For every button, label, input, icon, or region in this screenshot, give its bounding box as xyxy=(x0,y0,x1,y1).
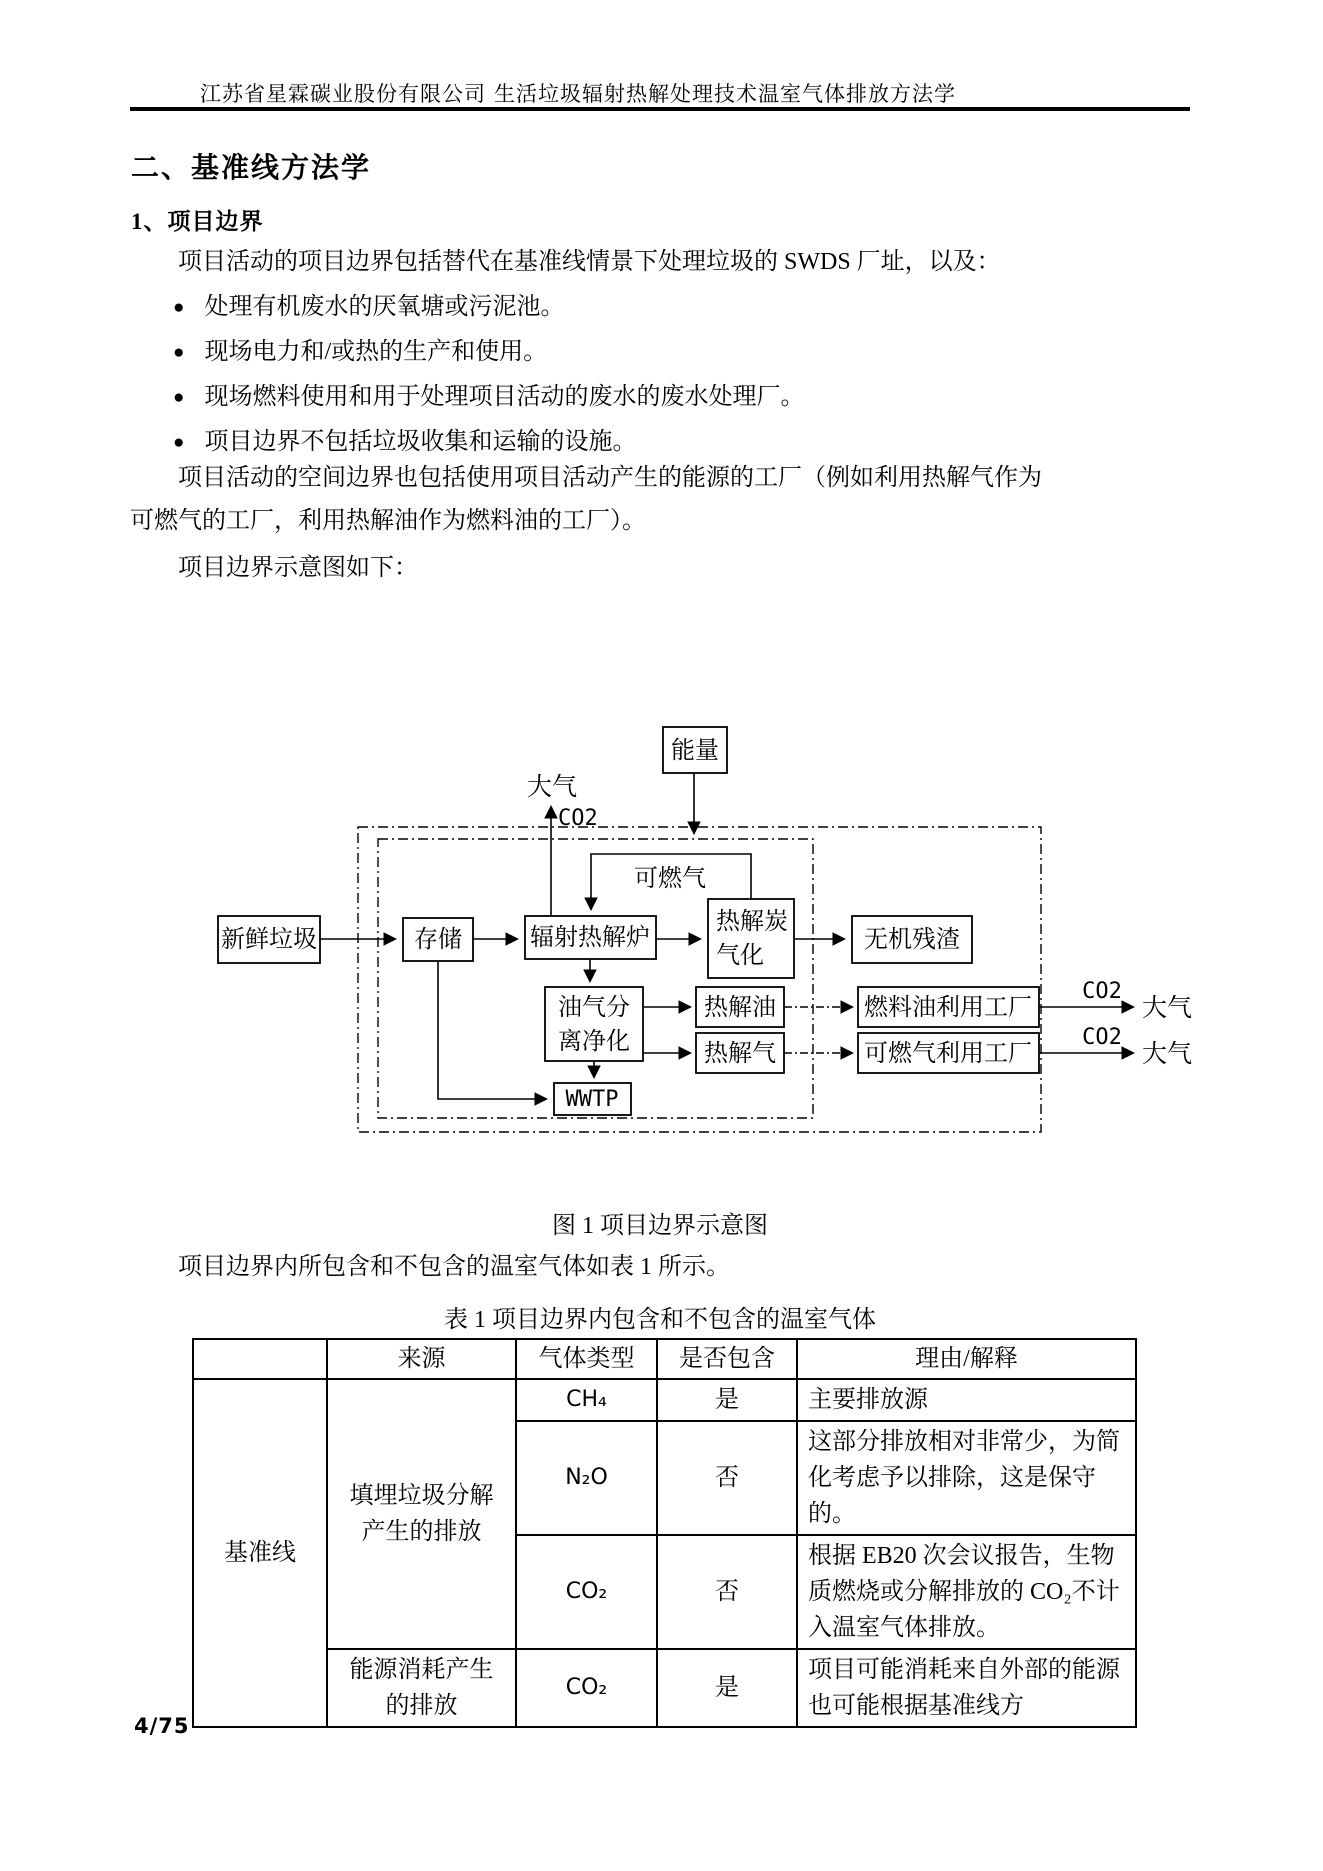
header-rule xyxy=(130,107,1190,111)
ghg-table xyxy=(192,1338,1137,1728)
figure-caption: 图 1 项目边界示意图 xyxy=(552,1213,768,1239)
gas-cell: CO₂ xyxy=(516,1535,657,1649)
bullet-text: 处理有机废水的厌氧塘或污泥池。 xyxy=(204,294,565,320)
paragraph-spatial-line1: 项目活动的空间边界也包括使用项目活动产生的能源的工厂（例如利用热解气作为 xyxy=(178,465,1042,491)
bullet-item xyxy=(173,291,564,324)
bullet-icon: ● xyxy=(173,387,185,408)
project-boundary-diagram xyxy=(180,715,1200,1175)
char-gasification-label-1: 热解炭 xyxy=(716,909,788,935)
atmosphere-top-label: 大气 xyxy=(526,774,578,801)
atmosphere-exit1-label: 大气 xyxy=(1142,995,1193,1022)
table-row xyxy=(193,1649,1136,1727)
bullet-text: 项目边界不包括垃圾收集和运输的设施。 xyxy=(204,429,637,455)
oil-gas-separation-label-2: 离净化 xyxy=(558,1029,630,1055)
wwtp-label: WWTP xyxy=(565,1087,619,1112)
reason-cell: 项目可能消耗来自外部的能源也可能根据基准线方 xyxy=(797,1649,1136,1727)
bullet-item xyxy=(173,336,547,369)
fuel-oil-plant-label: 燃料油利用工厂 xyxy=(864,995,1032,1021)
energy-label: 能量 xyxy=(671,738,719,764)
col-header-source: 来源 xyxy=(327,1339,516,1379)
included-cell: 是 xyxy=(657,1649,797,1727)
gas-cell: CO₂ xyxy=(516,1649,657,1727)
gas-cell: N₂O xyxy=(516,1421,657,1535)
col-header-gas-type: 气体类型 xyxy=(516,1339,657,1379)
furnace-label: 辐射热解炉 xyxy=(530,925,650,951)
category-cell: 基准线 xyxy=(193,1379,327,1727)
paragraph-spatial-line2: 可燃气的工厂，利用热解油作为燃料油的工厂）。 xyxy=(130,508,646,534)
arrow-storage-wwtp xyxy=(438,961,546,1099)
combustible-gas-label: 可燃气 xyxy=(634,866,706,892)
page-number: 4/75 xyxy=(134,1714,190,1738)
paragraph-intro: 项目活动的项目边界包括替代在基准线情景下处理垃圾的 SWDS 厂址，以及： xyxy=(178,249,1001,275)
bullet-text: 现场燃料使用和用于处理项目活动的废水的废水处理厂。 xyxy=(204,384,805,410)
source-group-cell: 能源消耗产生的排放 xyxy=(327,1649,516,1727)
reason-cell: 根据 EB20 次会议报告，生物质燃烧或分解排放的 CO₂不计入温室气体排放。 xyxy=(797,1535,1136,1649)
table-row xyxy=(193,1379,1136,1421)
paragraph-table-intro: 项目边界内所包含和不包含的温室气体如表 1 所示。 xyxy=(178,1254,730,1280)
section-heading: 二、基准线方法学 xyxy=(131,153,372,184)
pyrolysis-gas-label: 热解气 xyxy=(704,1041,776,1067)
header-doc-title: 生活垃圾辐射热解处理技术温室气体排放方法学 xyxy=(494,82,956,106)
table-header-row xyxy=(193,1339,1136,1379)
char-gasification-label-2: 气化 xyxy=(716,943,764,969)
bullet-icon: ● xyxy=(173,297,185,318)
oil-gas-separation-label-1: 油气分 xyxy=(558,995,630,1021)
included-cell: 是 xyxy=(657,1379,797,1421)
residue-label: 无机残渣 xyxy=(864,927,960,953)
col-header-reason: 理由/解释 xyxy=(797,1339,1136,1379)
table-caption: 表 1 项目边界内包含和不包含的温室气体 xyxy=(444,1307,876,1333)
bullet-text: 现场电力和/或热的生产和使用。 xyxy=(204,339,548,365)
bullet-item xyxy=(173,426,636,459)
co2-exit1-label: CO2 xyxy=(1082,979,1122,1004)
bullet-icon: ● xyxy=(173,342,185,363)
source-group-cell: 填埋垃圾分解产生的排放 xyxy=(327,1379,516,1649)
header-company: 江苏省星霖碳业股份有限公司 xyxy=(200,82,486,106)
col-header-included: 是否包含 xyxy=(657,1339,797,1379)
fresh-waste-label: 新鲜垃圾 xyxy=(221,927,317,953)
bullet-item xyxy=(173,381,804,414)
pyrolysis-oil-label: 热解油 xyxy=(704,995,776,1021)
included-cell: 否 xyxy=(657,1421,797,1535)
paragraph-diagram-intro: 项目边界示意图如下： xyxy=(178,555,418,581)
gas-cell: CH₄ xyxy=(516,1379,657,1421)
bullet-icon: ● xyxy=(173,432,185,453)
included-cell: 否 xyxy=(657,1535,797,1649)
gas-plant-label: 可燃气利用工厂 xyxy=(864,1041,1032,1067)
reason-cell: 主要排放源 xyxy=(797,1379,1136,1421)
table-corner-cell xyxy=(193,1339,327,1379)
subsection-heading: 1、项目边界 xyxy=(131,209,264,234)
co2-top-label: CO2 xyxy=(558,806,598,831)
co2-exit2-label: CO2 xyxy=(1082,1025,1122,1050)
storage-label: 存储 xyxy=(414,927,462,953)
reason-cell: 这部分排放相对非常少，为简化考虑予以排除，这是保守的。 xyxy=(797,1421,1136,1535)
atmosphere-exit2-label: 大气 xyxy=(1142,1041,1193,1068)
